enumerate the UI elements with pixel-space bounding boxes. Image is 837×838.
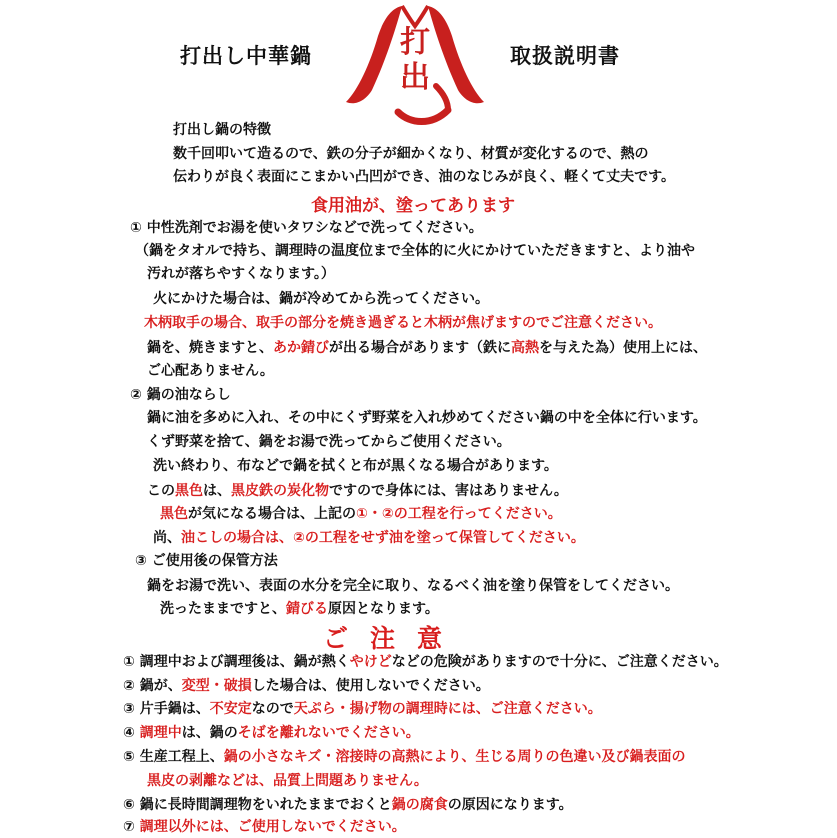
section-1-line-6: ご心配ありません。 xyxy=(147,363,274,379)
frying-text: 天ぷら・揚げ物の調理時には、ご注意ください。 xyxy=(293,701,602,717)
caution-heading: ご注意 xyxy=(323,624,465,653)
corrosion-text: 鍋の腐食 xyxy=(391,797,448,813)
line-text: なので xyxy=(251,701,294,717)
brand-logo xyxy=(340,2,490,130)
cooking-text: 調理中 xyxy=(139,725,182,741)
section-2-line-5 xyxy=(160,503,562,525)
section-1-title: ① 中性洗剤でお湯を使いタワシなどで洗ってください。 xyxy=(130,220,483,236)
line-text: の原因になります。 xyxy=(447,797,573,813)
line-text: 尚、 xyxy=(153,530,181,546)
carbide-text: 黒皮鉄の炭化物 xyxy=(231,483,329,499)
section-2-line-6 xyxy=(153,527,585,549)
oil-strain-text: 油こしの場合は、②の工程をせず油を塗って保管してください。 xyxy=(181,530,585,546)
section-2-title: ② 鍋の油ならし xyxy=(130,387,231,403)
line-text: 鍋を、焼きますと、 xyxy=(147,340,273,356)
caution-item-4 xyxy=(123,722,420,744)
deform-text: 変型・破損 xyxy=(181,678,252,694)
line-text: は、鍋の xyxy=(181,725,238,741)
section-1-line-3: 火にかけた場合は、鍋が冷めてから洗ってください。 xyxy=(153,291,489,307)
unstable-text: 不安定 xyxy=(209,701,252,717)
other-use-text: 調理以外には、ご使用しないでください。 xyxy=(139,819,406,835)
features-line-1: 数千回叩いて造るので、鉄の分子が細かくなり、材質が変化するので、熱の xyxy=(173,146,649,162)
section-3-title: ③ ご使用後の保管方法 xyxy=(135,553,278,569)
line-text: が出る場合があります（鉄に xyxy=(329,340,511,356)
section-2-line-4 xyxy=(147,480,568,502)
line-text: を与えた為）使用上には、 xyxy=(539,340,707,356)
caution-item-3 xyxy=(123,698,602,720)
line-text: ③ 片手鍋は、 xyxy=(123,701,210,717)
section-2-line-2: くず野菜を捨て、鍋をお湯で洗ってからご使用ください。 xyxy=(147,434,511,450)
rust-text: あか錆び xyxy=(273,340,329,356)
burn-text: やけど xyxy=(349,654,392,670)
line-text: ④ xyxy=(123,725,140,741)
black-color-text: 黒色 xyxy=(160,506,188,522)
black-color-text: 黒色 xyxy=(175,483,203,499)
features-line-2: 伝わりが良く表面にこまかい凸凹ができ、油のなじみが良く、軽くて丈夫です。 xyxy=(173,169,676,185)
section-1-line-1: （鍋をタオルで持ち、調理時の温度位まで全体的に火にかけていただきますと、より油や xyxy=(135,243,695,259)
rusting-text: 錆びる xyxy=(286,601,328,617)
section-2-line-3: 洗い終わり、布などで鍋を拭くと布が黒くなる場合があります。 xyxy=(153,458,558,474)
title-left: 打出し中華鍋 xyxy=(180,44,312,68)
section-2-line-1: 鍋に油を多めに入れ、その中にくず野菜を入れ炒めてください鍋の中を全体に行います。 xyxy=(147,410,707,426)
line-text: ですので身体には、害はありません。 xyxy=(329,483,568,499)
line-text: ⑥ 鍋に長時間調理物をいれたままでおくと xyxy=(123,797,392,813)
caution-item-5-cont: 黒皮の剥離などは、品質上問題ありません。 xyxy=(147,773,428,789)
line-text: などの危険がありますので十分に、ご注意ください。 xyxy=(391,654,728,670)
features-heading: 打出し鍋の特徴 xyxy=(173,122,271,138)
line-text: 原因となります。 xyxy=(328,601,439,617)
line-text: ⑤ 生産工程上、 xyxy=(123,749,224,765)
caution-item-6 xyxy=(123,794,573,816)
line-text: が気になる場合は、上記の xyxy=(188,506,356,522)
line-text: ② 鍋が、 xyxy=(123,678,182,694)
line-text: した場合は、使用しないでください。 xyxy=(251,678,490,694)
line-text: この xyxy=(147,483,175,499)
caution-item-5 xyxy=(123,746,685,768)
line-text: 洗ったままですと、 xyxy=(160,601,286,617)
section-1-line-2: 汚れが落ちやすくなります。） xyxy=(147,266,335,282)
title-right: 取扱説明書 xyxy=(510,44,620,68)
section-3-line-2 xyxy=(160,598,439,620)
svg-text:打: 打 xyxy=(400,25,430,60)
section-1-line-5 xyxy=(147,337,707,359)
svg-text:出: 出 xyxy=(400,60,430,95)
high-heat-text: 高熱 xyxy=(511,340,539,356)
stay-near-text: そばを離れないでください。 xyxy=(237,725,420,741)
caution-item-2 xyxy=(123,675,490,697)
line-text: ⑦ xyxy=(123,819,140,835)
caution-item-7 xyxy=(123,816,406,838)
caution-item-1 xyxy=(123,651,728,673)
oil-notice: 食用油が、塗ってあります xyxy=(311,196,515,216)
scratch-text: 鍋の小さなキズ・溶接時の高熱により、生じる周りの色違い及び鍋表面の xyxy=(223,749,686,765)
line-text: は、 xyxy=(203,483,231,499)
section-3-line-1: 鍋をお湯で洗い、表面の水分を完全に取り、なるべく油を塗り保管をしてください。 xyxy=(147,578,679,594)
line-text: ① 調理中および調理後は、鍋が熱く xyxy=(123,654,350,670)
logo-mark xyxy=(340,2,490,130)
steps-text: ①・②の工程を行ってください。 xyxy=(356,506,562,522)
section-1-warning: 木柄取手の場合、取手の部分を焼き過ぎると木柄が焦げますのでご注意ください。 xyxy=(144,315,662,331)
